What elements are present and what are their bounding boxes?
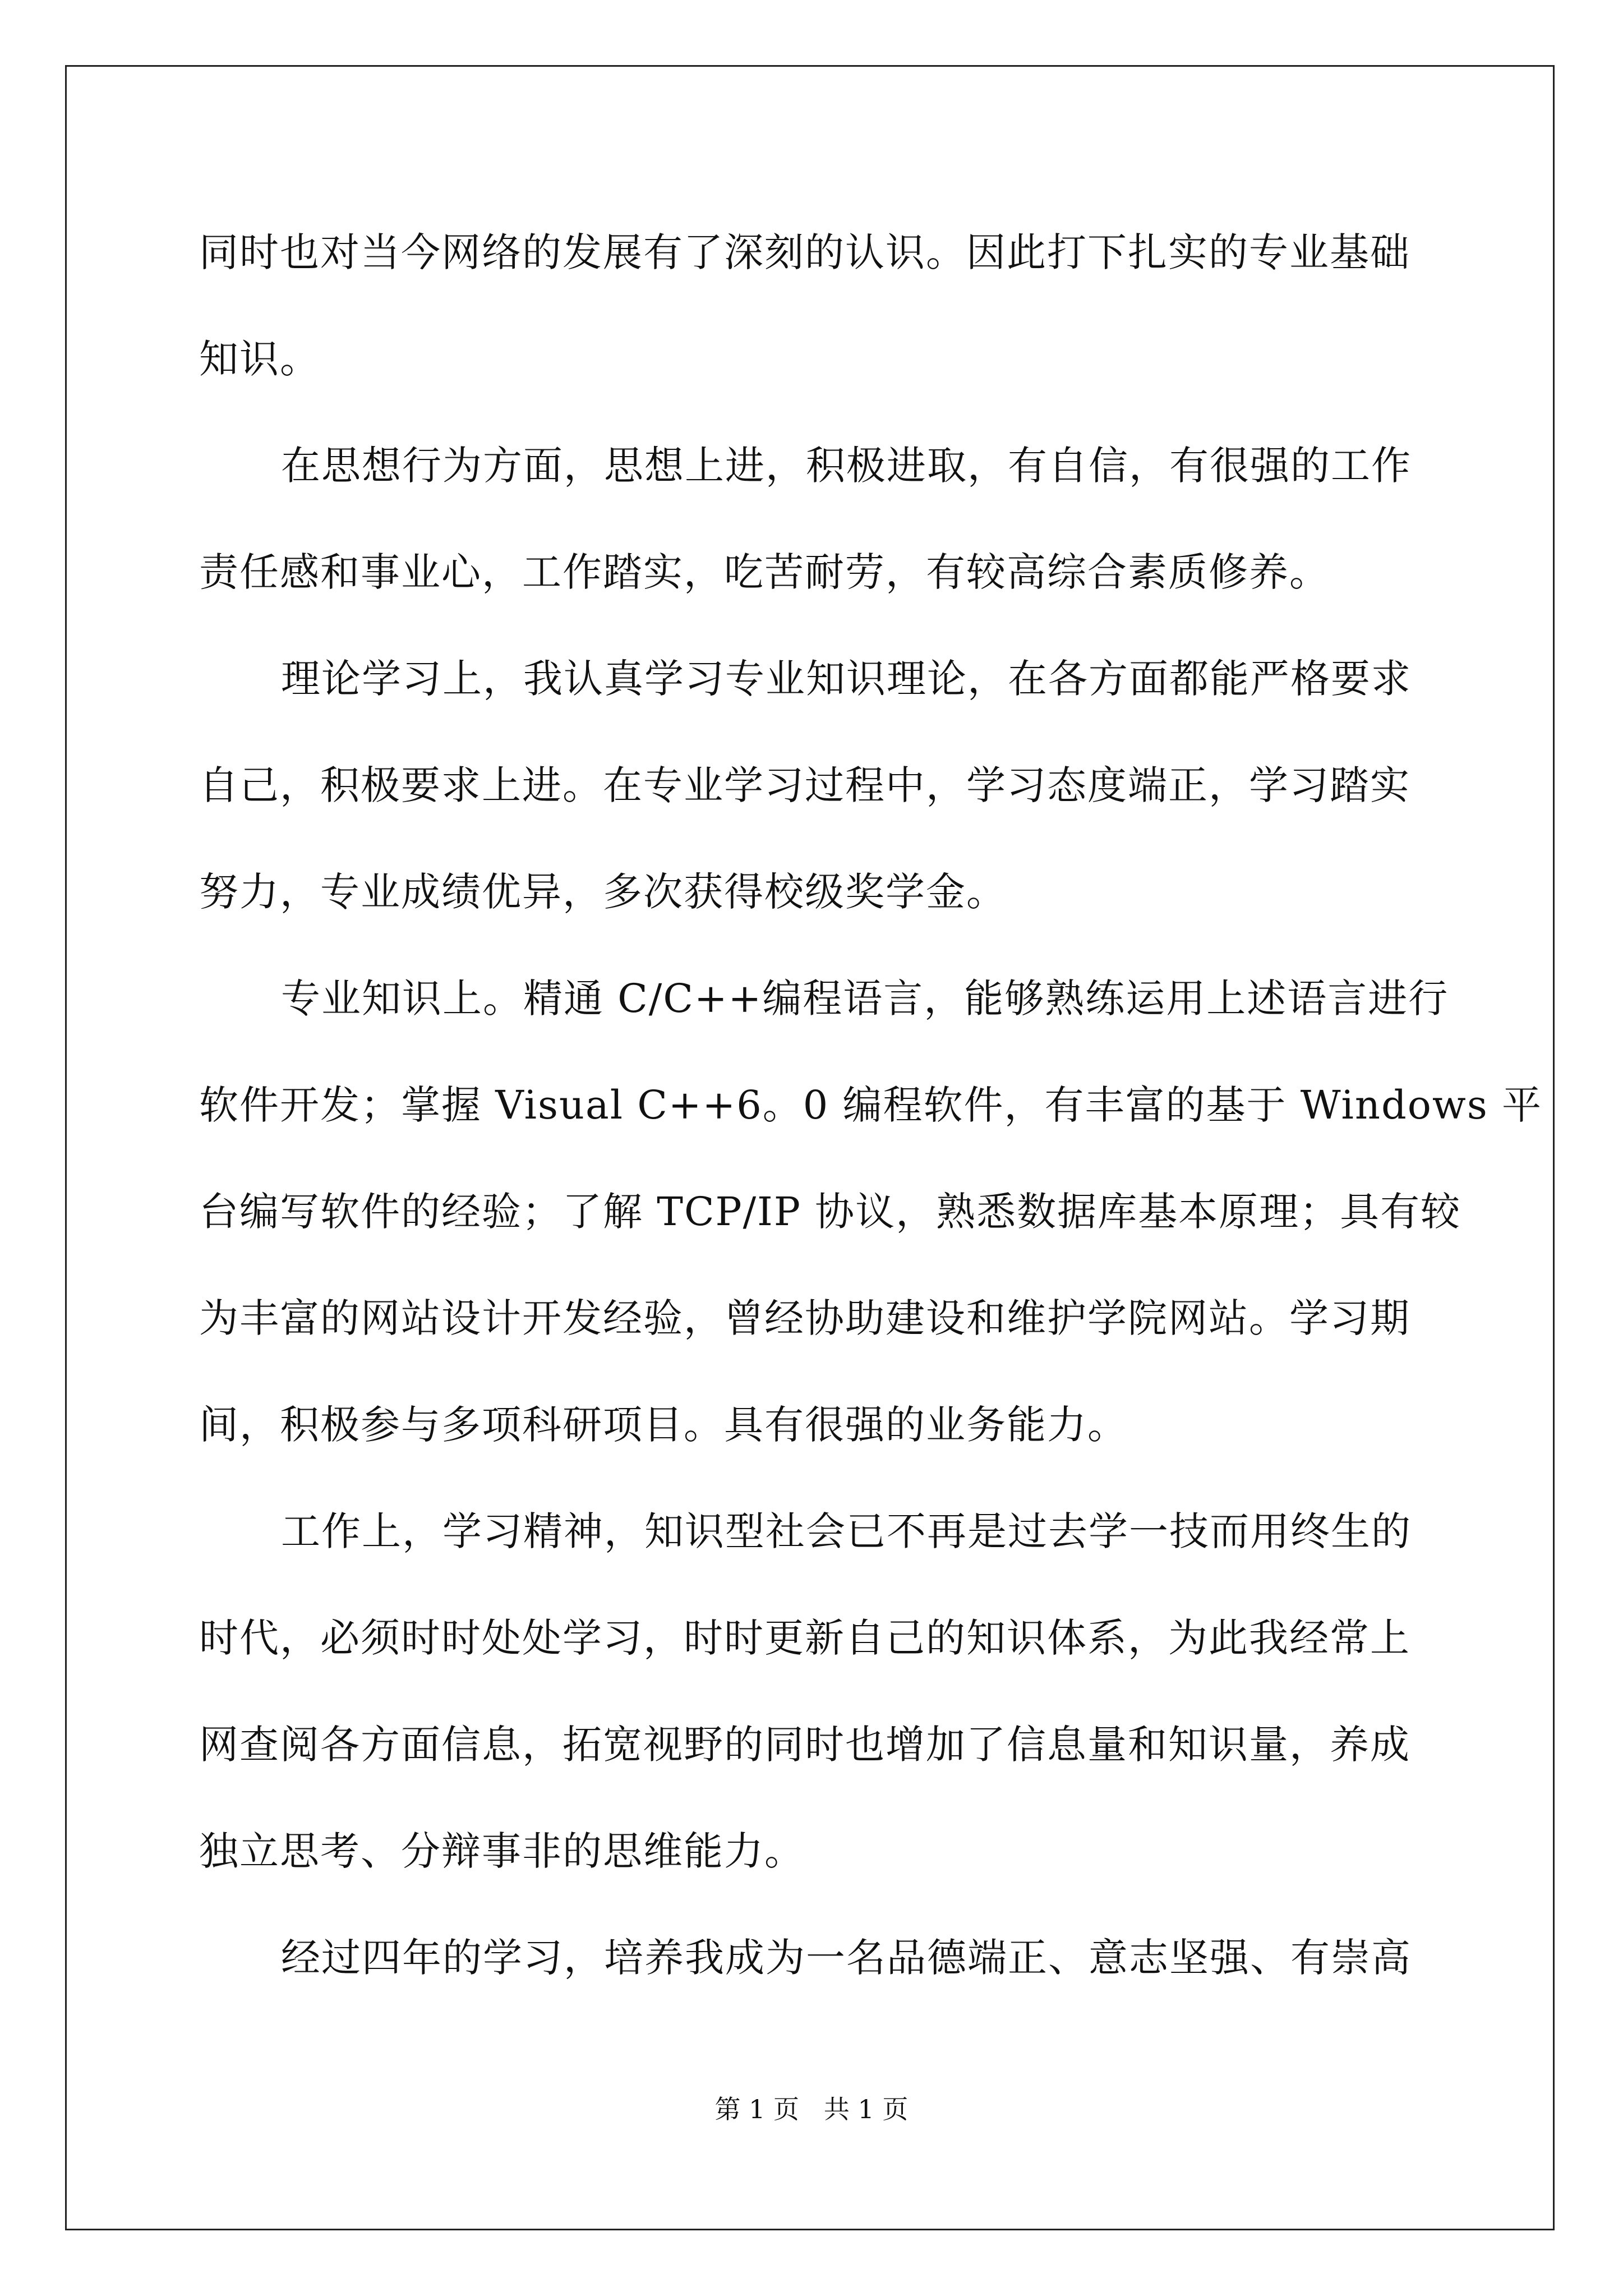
text-line: 同时也对当今网络的发展有了深刻的认识。因此打下扎实的专业基础: [199, 229, 1410, 275]
text-line: 间，积极参与多项科研项目。具有很强的业务能力。: [199, 1402, 1128, 1448]
paragraph-start-line: 在思想行为方面，思想上进，积极进取，有自信，有很强的工作: [281, 443, 1412, 489]
text-line: 时代，必须时时处处学习，时时更新自己的知识体系，为此我经常上: [199, 1615, 1410, 1661]
paragraph-start-line: 理论学习上，我认真学习专业知识理论，在各方面都能严格要求: [281, 656, 1412, 702]
text-line: 为丰富的网站设计开发经验，曾经协助建设和维护学院网站。学习期: [199, 1295, 1410, 1341]
paragraph-start-line: 经过四年的学习，培养我成为一名品德端正、意志坚强、有崇高: [281, 1935, 1412, 1981]
text-line: 独立思考、分辩事非的思维能力。: [199, 1828, 805, 1874]
page-footer: 第 1 页 共 1 页: [714, 2094, 909, 2124]
text-line: 知识。: [199, 336, 320, 382]
text-line: 网查阅各方面信息，拓宽视野的同时也增加了信息量和知识量，养成: [199, 1722, 1410, 1768]
text-line: 努力，专业成绩优异，多次获得校级奖学金。: [199, 869, 1007, 915]
paragraph-start-line: 工作上，学习精神，知识型社会已不再是过去学一技而用终生的: [281, 1508, 1412, 1554]
text-line: 台编写软件的经验；了解 TCP/IP 协议，熟悉数据库基本原理；具有较: [199, 1189, 1461, 1235]
text-line: 软件开发；掌握 Visual C++6。0 编程软件，有丰富的基于 Windows 平: [199, 1082, 1543, 1128]
paragraph-start-line: 专业知识上。精通 C/C++编程语言，能够熟练运用上述语言进行: [281, 976, 1449, 1022]
text-line: 责任感和事业心，工作踏实，吃苦耐劳，有较高综合素质修养。: [199, 549, 1330, 595]
text-line: 自己，积极要求上进。在专业学习过程中，学习态度端正，学习踏实: [199, 762, 1410, 808]
document-body: [199, 219, 1543, 2031]
